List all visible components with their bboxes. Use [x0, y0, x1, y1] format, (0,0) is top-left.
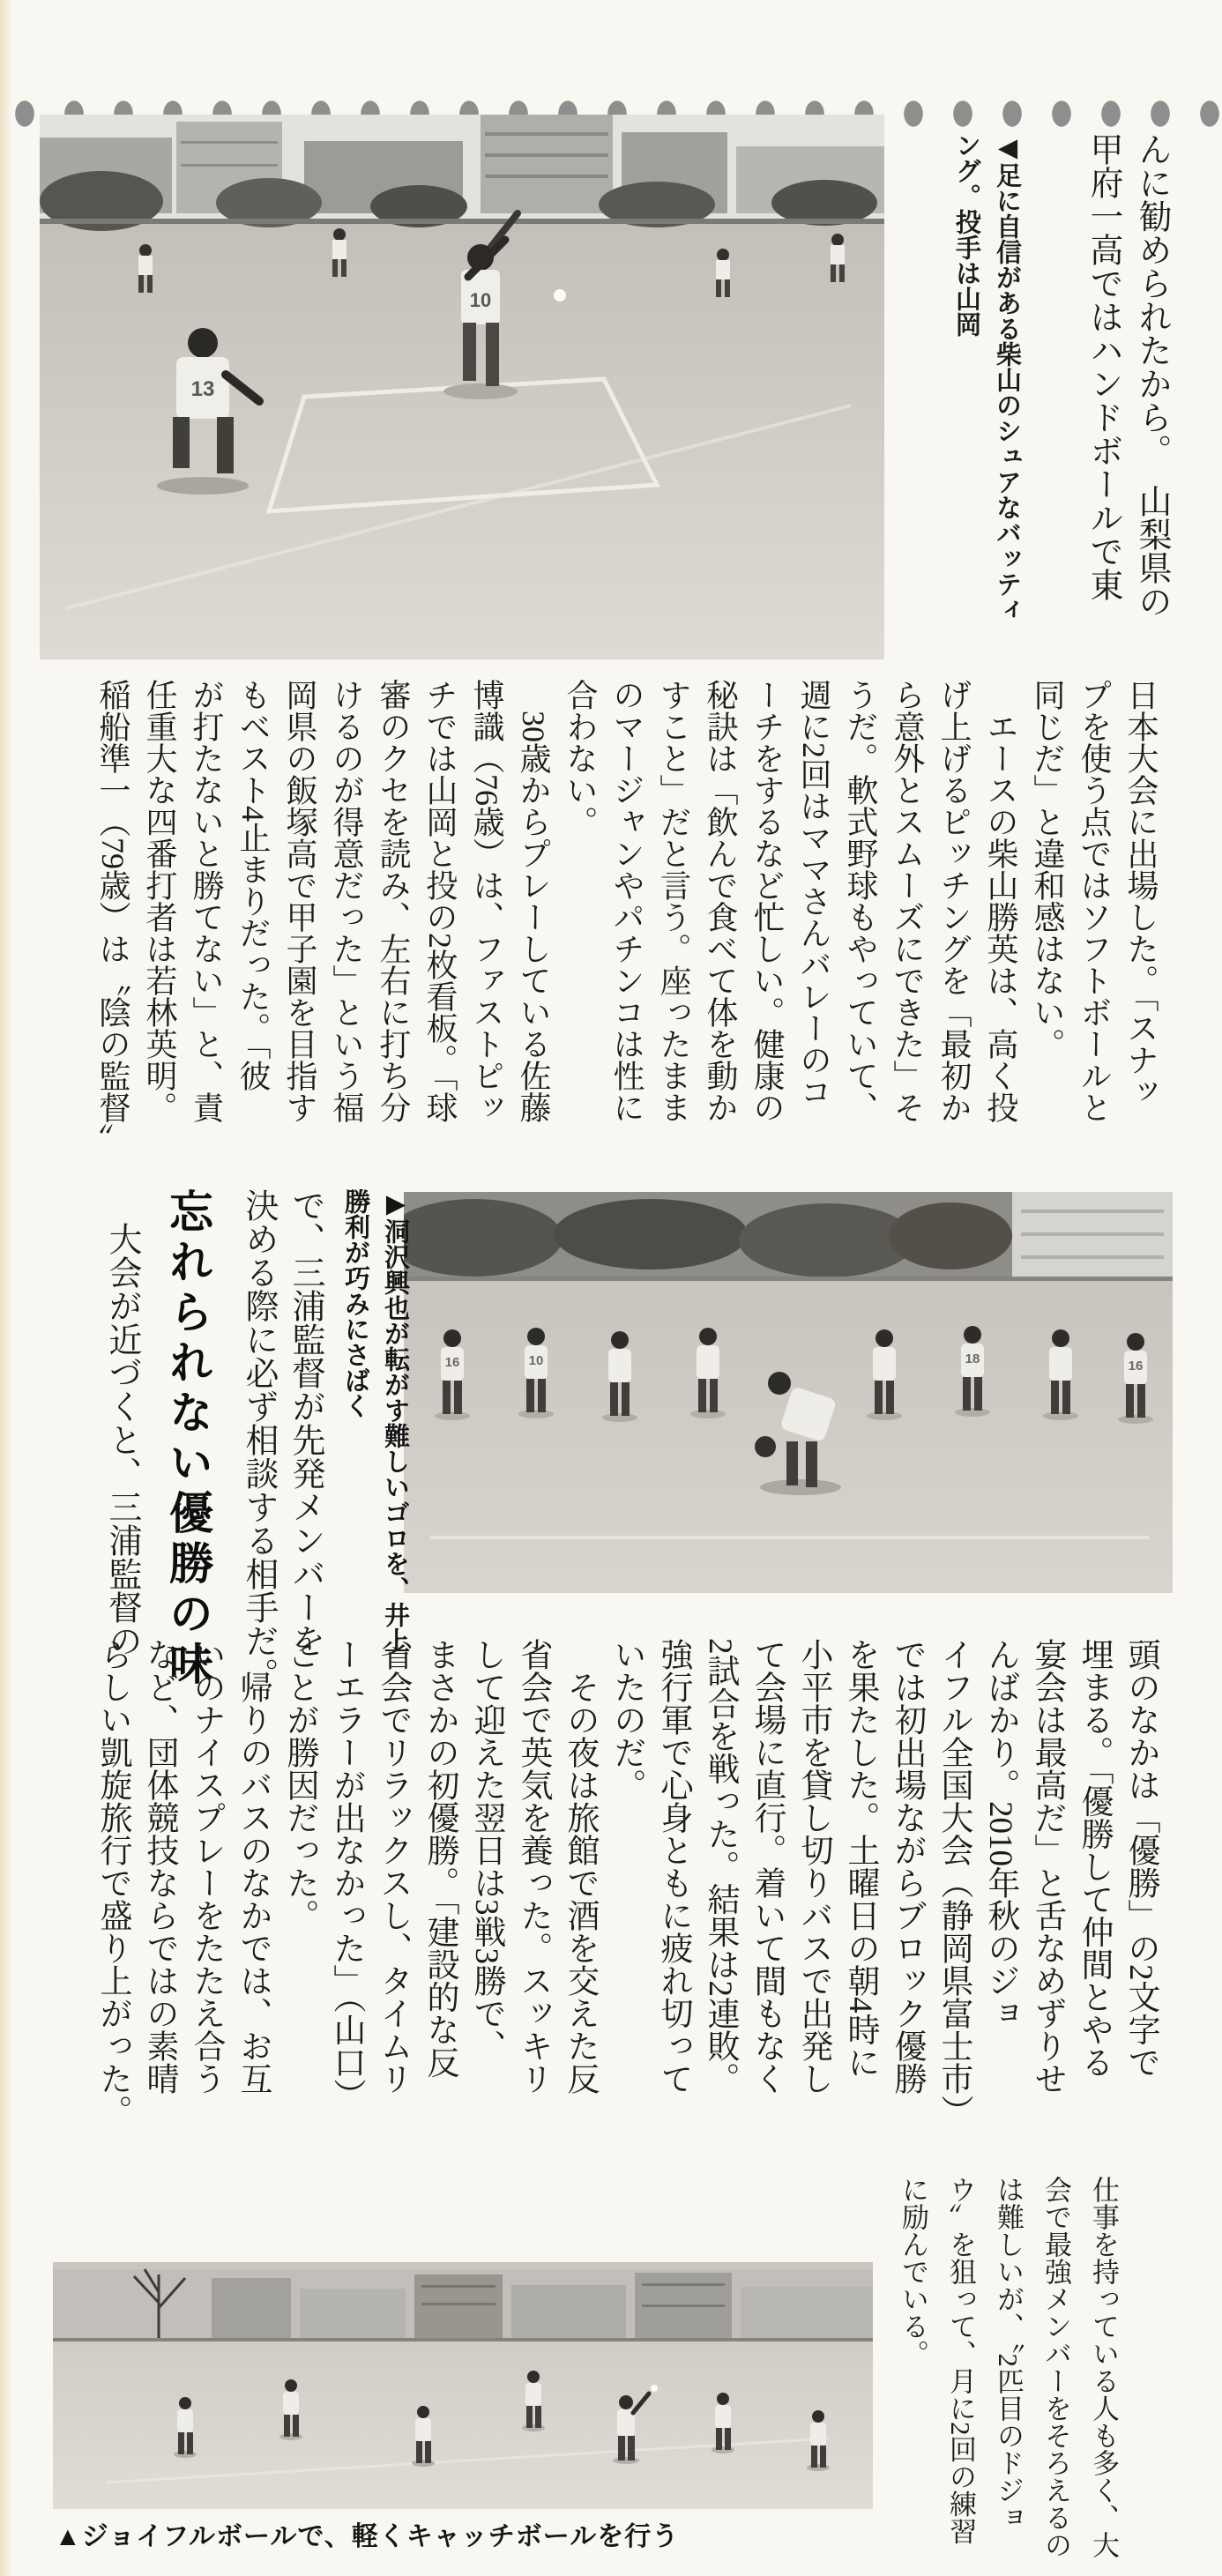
top-photo	[40, 115, 884, 659]
text-column: 埋まる。「優勝して仲間とやる	[1076, 1638, 1112, 2079]
text-column: 同じだ」と違和感はない。	[1030, 679, 1065, 1060]
text-column: らしい凱旋旅行で盛り上がった。	[94, 1638, 130, 2127]
text-column: 大会が近づくと、三浦監督の	[103, 1188, 140, 1657]
top-photo-caption-column: ング。投手は山岡	[952, 132, 980, 337]
article-paragraph-block-2	[58, 1638, 1164, 2167]
caption-column: ▶洞沢興也が転がす難しいゴロを、井上	[381, 1188, 409, 1653]
text-column: 任重大な四番打者は若林英明。	[142, 679, 177, 1123]
text-column: 秘訣は「飲んで食べて体を動か	[703, 679, 738, 1123]
caption-column: 勝利が巧みにさばく	[341, 1188, 369, 1418]
text-column: まさかの初優勝。「建設的な反	[421, 1638, 458, 2079]
fence	[40, 219, 884, 224]
ball	[554, 289, 566, 302]
glove	[755, 1436, 776, 1457]
text-column: その夜は旅館で酒を交えた反	[562, 1638, 598, 2095]
text-column: 強行軍で心身ともに疲れ切って	[655, 1638, 691, 2095]
text-column: 省会で英気を養った。スッキリ	[515, 1638, 551, 2095]
text-column: もベスト4止まりだった。「彼	[235, 679, 271, 1091]
text-column: んに勧められたから。 山梨県の	[1133, 132, 1170, 618]
text-column: で、三浦監督が先発メンバーを	[287, 1188, 324, 1657]
jersey-number: 16	[1128, 1359, 1144, 1374]
text-column: んばかり。2010年秋のジョ	[982, 1638, 1018, 2029]
bottom-photo	[53, 2262, 873, 2509]
middle-photo-illustration	[404, 1192, 1173, 1593]
text-column: 日本大会に出場した。「スナッ	[1123, 679, 1159, 1107]
page-edge-shading	[0, 0, 12, 2576]
text-column: すこと」だと言う。座ったまま	[656, 679, 691, 1123]
text-column: イフル全国大会（静岡県富士市）	[935, 1638, 972, 2127]
text-column: ーエラーが出なかった」（山口）	[328, 1638, 364, 2111]
text-column: 博識（76歳）は、ファストピッ	[469, 679, 504, 1123]
middle-photo	[404, 1192, 1173, 1593]
text-column: 宴会は最高だ」と舌なめずりせ	[1029, 1638, 1065, 2095]
text-column: けるのが得意だった」という福	[329, 679, 364, 1123]
article-paragraph-block-1	[58, 679, 1164, 1194]
fence	[404, 1277, 1173, 1281]
text-column: が打たないと勝てない」と、責	[189, 679, 224, 1123]
text-column: プを使う点ではソフトボールと	[1077, 679, 1112, 1123]
jersey-number: 10	[469, 289, 492, 311]
text-column: 稲船準一（79歳）は〝陰の監督〞	[95, 679, 130, 1155]
bottom-photo-illustration	[53, 2262, 873, 2509]
jersey-number: 13	[190, 377, 215, 401]
text-column: 小平市を貸し切りバスで出発し	[795, 1638, 831, 2095]
text-column: して迎えた翌日は3戦3勝で、	[468, 1638, 504, 2062]
text-column: ことが勝因だった。	[281, 1638, 317, 1932]
text-column: 合わない。	[563, 679, 598, 838]
closing-paragraph-block	[880, 2176, 1127, 2574]
text-column: 甲府一高ではハンドボールで東	[1084, 132, 1121, 601]
jersey-number: 10	[528, 1353, 544, 1368]
text-column: 仕事を持っている人も多く、大	[1088, 2176, 1119, 2558]
text-column: ウ〞を狙って、月に2回の練習	[945, 2176, 976, 2545]
text-column: のマージャンやパチンコは性に	[609, 679, 645, 1123]
text-column: 帰りのバスのなかでは、お互	[235, 1638, 271, 2095]
text-column: は難しいが、〝2匹目のドジョ	[993, 2176, 1024, 2531]
text-column: 岡県の飯塚高で甲子園を目指す	[282, 679, 317, 1123]
text-column: 2試合を戦った。結果は2連敗。	[702, 1638, 738, 2095]
text-column: ーチをするなど忙しい。健康の	[749, 679, 785, 1123]
ball	[651, 2385, 658, 2392]
bottom-photo-caption: ▲ジョイフルボールで、軽くキャッチボールを行う	[55, 2522, 680, 2551]
text-column: げ上げるピッチングを「最初か	[936, 679, 972, 1123]
section-headline: 忘れられない優勝の味	[163, 1188, 212, 1691]
text-column: ら意外とスムーズにできた」そ	[890, 679, 925, 1123]
text-column: 審のクセを読み、左右に打ち分	[376, 679, 411, 1123]
text-column: うだ。軟式野球もやっていて、	[843, 679, 878, 1123]
jersey-number: 16	[444, 1355, 460, 1370]
jersey-number: 18	[965, 1351, 980, 1366]
text-column: など、団体競技ならではの素晴	[141, 1638, 177, 2095]
text-column: チでは山岡と投の2枚看板。「球	[422, 679, 458, 1123]
text-column: を果たした。土曜日の朝4時に	[842, 1638, 878, 2079]
top-photo-caption-column: ◀足に自信がある柴山のシュアなバッティ	[993, 132, 1021, 622]
text-column: て会場に直行。着いて間もなく	[749, 1638, 785, 2095]
intro-text-block	[886, 132, 1175, 677]
text-column: では初出場ながらブロック優勝	[889, 1638, 925, 2095]
text-column: いたのだ。	[608, 1638, 645, 1801]
text-column: 週に2回はママさんバレーのコ	[796, 679, 831, 1107]
text-column: 会で最強メンバーをそろえるの	[1040, 2176, 1071, 2558]
text-column: いのナイスプレーをたたえ合う	[188, 1638, 224, 2095]
text-column: 決める際に必ず相談する相手だ。	[240, 1188, 277, 1691]
fence	[53, 2338, 873, 2341]
text-column: に励んでいる。	[898, 2176, 928, 2367]
text-column: 30歳からプレーしている佐藤	[516, 679, 551, 1123]
text-column: エースの柴山勝英は、高く投	[983, 679, 1018, 1123]
text-column: 省会でリラックスし、タイムリ	[375, 1638, 411, 2095]
top-photo-illustration	[40, 115, 884, 659]
text-column: 頭のなかは「優勝」の2文字で	[1122, 1638, 1159, 2079]
